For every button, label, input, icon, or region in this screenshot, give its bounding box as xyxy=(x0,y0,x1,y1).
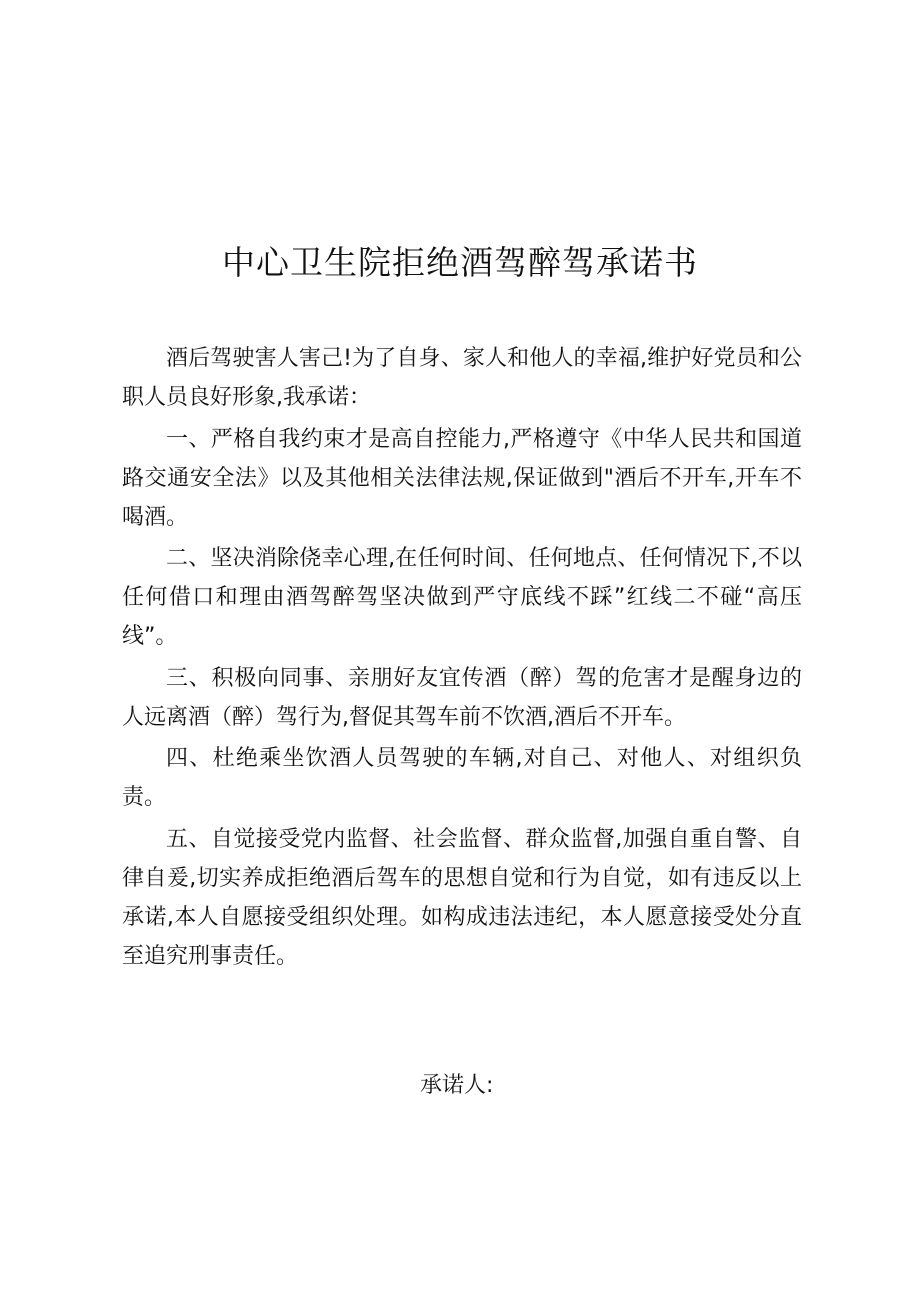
commitment-item-2: 二、坚决消除侥幸心理,在任何时间、任何地点、任何情况下,不以任何借口和理由酒驾醉驾坚决做到严守底线不踩”红线二不碰“高压线”。 xyxy=(122,546,802,649)
commitment-item-4: 四、杜绝乘坐饮酒人员驾驶的车辆,对自己、对他人、对组织负责。 xyxy=(122,746,802,810)
signature-label: 承诺人: xyxy=(420,1073,494,1098)
commitment-item-5: 五、自觉接受党内监督、社会监督、群众监督,加强自重自警、自律自爰,切实养成拒绝酒后驾车的思想自觉和行为自觉，如有违反以上承诺,本人自愿接受组织处理。如构成违法违纪，本人愿意接受处分直至追究刑事责任。 xyxy=(122,826,802,969)
commitment-body xyxy=(122,339,802,978)
commitment-item-1: 一、严格自我约束才是高自控能力,严格遵守《中华人民共和国道路交通安全法》以及其他相关法律法规,保证做到"酒后不开车,开车不喝酒。 xyxy=(122,426,802,530)
commitment-item-3: 三、积极向同事、亲朋好友宜传酒（醉）驾的危害才是醒身边的人远离酒（醉）驾行为,督促其驾车前不饮酒,酒后不开车。 xyxy=(122,665,802,730)
document-title: 中心卫生院拒绝酒驾醉驾承诺书 xyxy=(222,243,698,282)
intro-paragraph: 酒后驾驶害人害己!为了自身、家人和他人的幸福,维护好党员和公职人员良好形象,我承诺： xyxy=(122,346,802,410)
